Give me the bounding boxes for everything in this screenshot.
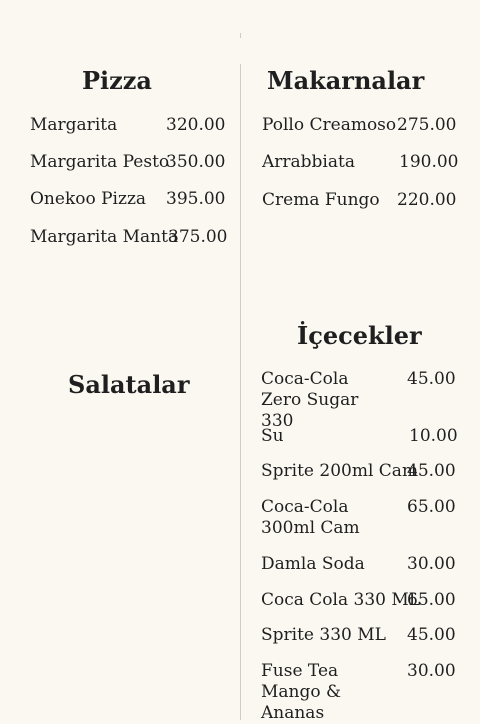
menu-item-price: 395.00 bbox=[166, 189, 226, 209]
menu-item-name: Sprite 330 ML bbox=[261, 625, 386, 645]
menu-item-name: Coca-Cola 300ml Cam bbox=[261, 497, 360, 538]
menu-item-name: Arrabbiata bbox=[262, 152, 355, 172]
menu-item-name: Margarita bbox=[30, 115, 118, 135]
menu-item-name: Coca Cola 330 ML bbox=[261, 590, 421, 610]
top-divider-tick bbox=[240, 33, 241, 38]
section-title-pizza: Pizza bbox=[82, 66, 152, 95]
section-title-icecekler: İçecekler bbox=[297, 321, 422, 350]
menu-item-price: 65.00 bbox=[407, 590, 456, 610]
menu-item-price: 45.00 bbox=[407, 461, 456, 481]
menu-item-price: 45.00 bbox=[407, 369, 456, 389]
menu-item-price: 350.00 bbox=[166, 152, 226, 172]
menu-item-price: 45.00 bbox=[407, 625, 456, 645]
menu-item-name: Su bbox=[261, 426, 284, 446]
menu-item-price: 220.00 bbox=[397, 190, 457, 210]
menu-item-price: 65.00 bbox=[407, 497, 456, 517]
menu-item-name: Fuse Tea Mango & Ananas bbox=[261, 661, 342, 723]
menu-item-name: Coca-Cola Zero Sugar 330 bbox=[261, 369, 359, 431]
menu-item-name: Damla Soda bbox=[261, 554, 365, 574]
menu-item-price: 30.00 bbox=[407, 661, 456, 681]
menu-item-name: Sprite 200ml Cam bbox=[261, 461, 419, 481]
section-title-makarnalar: Makarnalar bbox=[267, 66, 425, 95]
menu-item-name: Margarita Pesto bbox=[30, 152, 170, 172]
menu-item-name: Pollo Creamoso bbox=[262, 115, 397, 135]
menu-item-name: Onekoo Pizza bbox=[30, 189, 147, 209]
menu-item-price: 275.00 bbox=[397, 115, 457, 135]
menu-item-price: 10.00 bbox=[409, 426, 458, 446]
menu-item-price: 190.00 bbox=[399, 152, 459, 172]
menu-item-price: 30.00 bbox=[407, 554, 456, 574]
menu-item-name: Crema Fungo bbox=[262, 190, 380, 210]
menu-item-price: 375.00 bbox=[168, 227, 228, 247]
column-divider bbox=[240, 64, 241, 720]
menu-item-name: Margarita Manta bbox=[30, 227, 179, 247]
section-title-salatalar: Salatalar bbox=[68, 370, 190, 399]
menu-item-price: 320.00 bbox=[166, 115, 226, 135]
